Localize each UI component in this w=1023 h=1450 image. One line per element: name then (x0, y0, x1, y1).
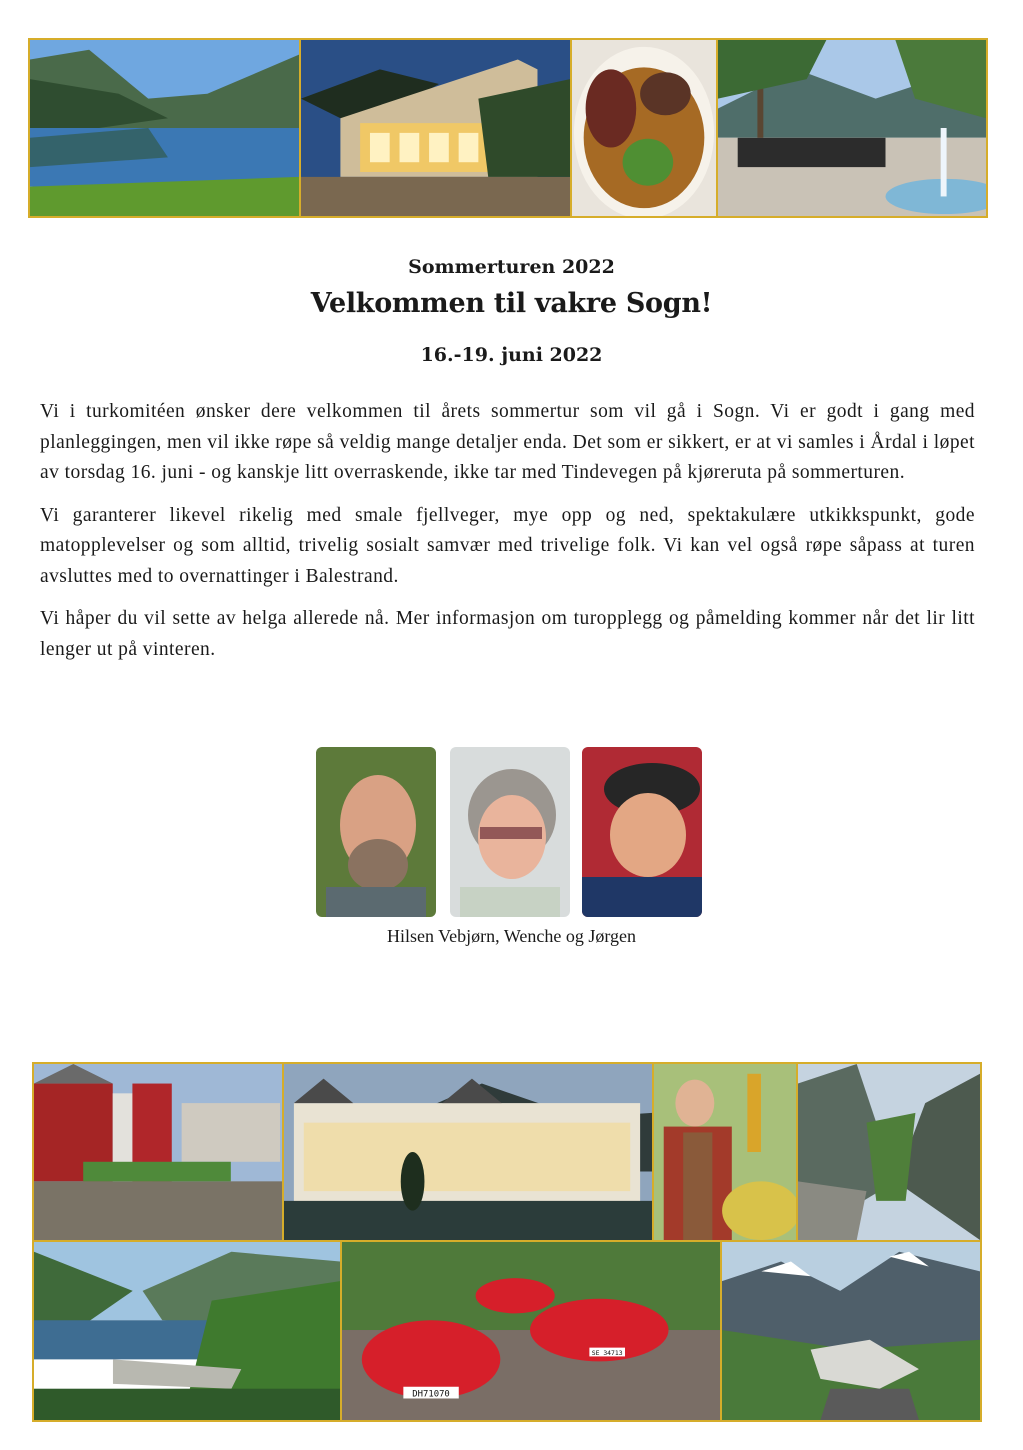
portrait-vebjorn (316, 747, 436, 917)
photo-red-cars (340, 1240, 722, 1422)
license-plate-right: SE 34713 (591, 1348, 623, 1357)
photo-hotel-evening (299, 38, 572, 218)
signature: Hilsen Vebjørn, Wenche og Jørgen (386, 926, 636, 946)
paragraph-2: Vi garanterer likevel rikelig med smale fjellveger, mye opp og ned, spektakulære utkikkspunkt, gode matopplevelser og som alltid, trivelig sosialt samvær med trivelige folk. Vi kan vel også røpe såpass at turen avsluttes med to overnattinger i Balestrand. (40, 504, 975, 587)
portrait-wenche (450, 747, 570, 917)
photo-mountain-road-viewpoint (720, 1240, 982, 1422)
portrait-jorgen (582, 747, 702, 917)
photo-red-houses (32, 1062, 284, 1242)
photo-kviknes-hotel (282, 1062, 654, 1242)
photo-steak-dish (570, 38, 718, 218)
photo-cider-man (652, 1062, 798, 1242)
paragraph-3: Vi håper du vil sette av helga allerede nå. Mer informasjon om turopplegg og påmelding kommer når det lir litt lenger ut på vinteren. (40, 608, 975, 660)
body-text (40, 397, 975, 677)
paragraph-1: Vi i turkomitéen ønsker dere velkommen til årets sommertur som vil gå i Sogn. Vi er godt i gang med planleggingen, men vil ikke røpe så veldig mange detaljer enda. Det som er sikkert, er at vi samles i Årdal i løpet av torsdag 16. juni - og kanskje litt overraskende, ikke tar med Tindevegen på kjøreruta på sommerturen. (40, 401, 975, 483)
license-plate-front: DH71070 (412, 1389, 450, 1400)
photo-terrace-fountain (716, 38, 988, 218)
event-dates: 16.-19. juni 2022 (420, 344, 603, 366)
photo-stegastein-viewpoint (32, 1240, 342, 1422)
subtitle: Sommerturen 2022 (408, 256, 615, 278)
page-title: Velkommen til vakre Sogn! (310, 288, 713, 319)
photo-mountain-valley (796, 1062, 982, 1242)
photo-fjord-lake (28, 38, 301, 218)
